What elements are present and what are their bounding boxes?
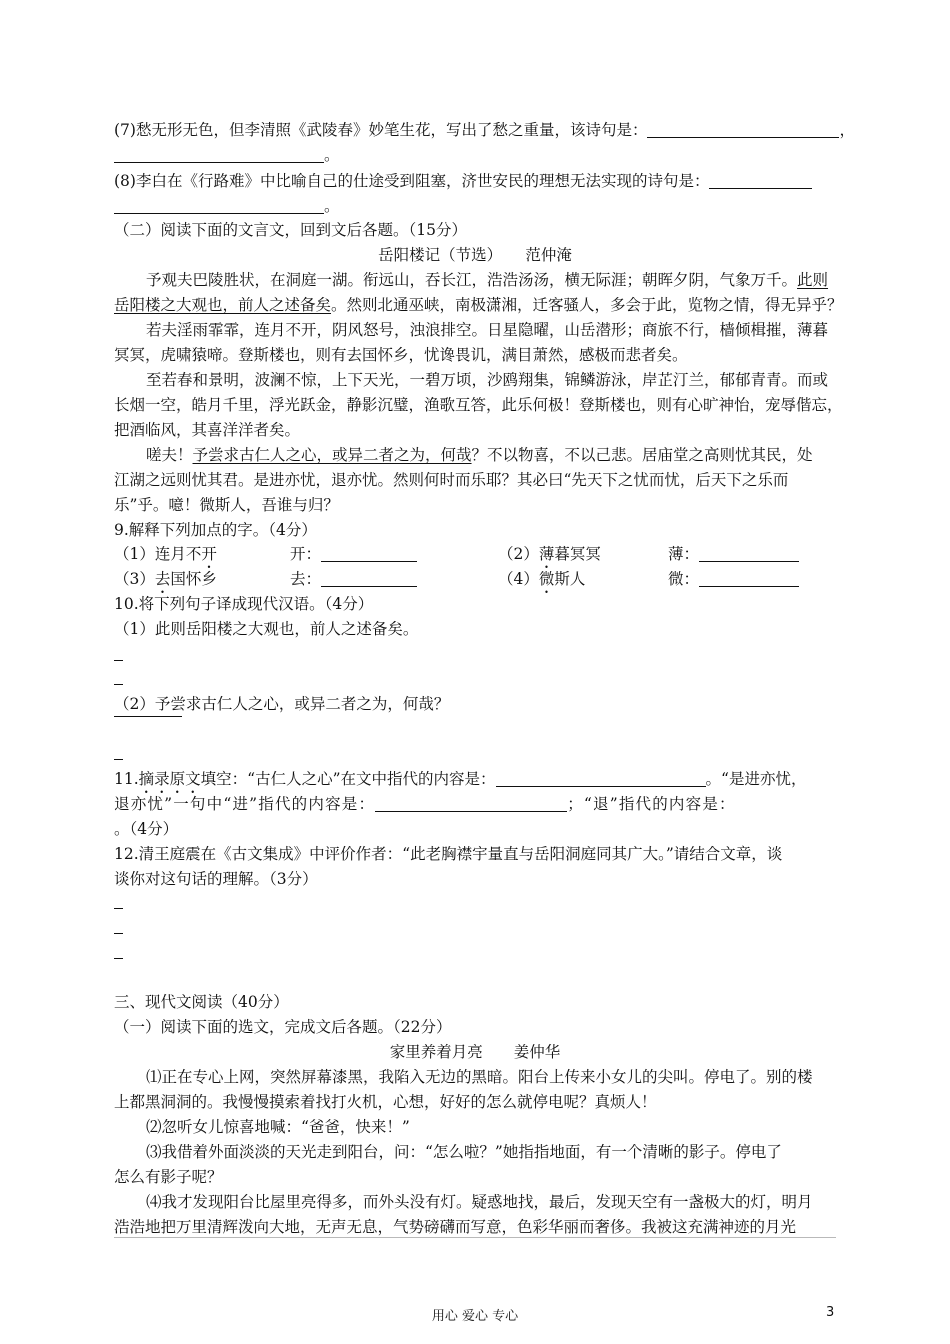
answer-blank[interactable]	[709, 171, 812, 189]
answer-blank[interactable]	[321, 544, 417, 562]
answer-blank[interactable]	[375, 794, 567, 812]
question-text: 。“是进亦忧，	[705, 770, 807, 788]
passage-line: 若夫淫雨霏霏，连月不开，阴风怒号，浊浪排空。日星隐曜，山岳潜形；商旅不行，樯倾楫摧，薄暮	[146, 321, 829, 339]
punctuation: ，	[839, 121, 855, 139]
question-number: 11.	[114, 770, 139, 788]
question-7	[114, 118, 855, 142]
question-7-text: (7)愁无形无色，但李清照《武陵春》妙笔生花，写出了愁之重量，该诗句是：	[114, 121, 648, 139]
answer-blank[interactable]	[699, 544, 799, 562]
dotted-char: 开	[201, 545, 217, 563]
passage-line: 长烟一空，皓月千里，浮光跃金，静影沉璧，渔歌互答，此乐何极！登斯楼也，则有心旷神怡，宠辱偕忘，	[114, 396, 843, 414]
underlined-sentence: 岳阳楼之大观也，前人之述备矣	[114, 296, 332, 314]
question-10-sentence-1: （1）此则岳阳楼之大观也，前人之述备矣。	[114, 620, 419, 638]
question-11-line-3: 。（4分）	[114, 820, 179, 838]
passage-text: 。然则北通巫峡，南极潇湘，迁客骚人，多会于此，览物之情，得无异乎？	[331, 296, 843, 314]
section-3-heading: 三、现代文阅读（40分）	[114, 993, 289, 1011]
question-8	[114, 169, 836, 193]
answer-blank[interactable]	[114, 196, 324, 214]
answer-line[interactable]	[114, 958, 123, 959]
answer-line[interactable]	[114, 716, 182, 717]
answer-blank[interactable]	[496, 769, 706, 787]
answer-label: 微：	[668, 570, 700, 588]
passage-text: 予观夫巴陵胜状，在洞庭一湖。衔远山，吞长江，浩浩汤汤，横无际涯；朝晖夕阴，气象万千。	[146, 271, 798, 289]
dotted-char: 微	[538, 570, 555, 588]
story-line: 浩浩地把万里清辉泼向大地，无声无息，气势磅礴而写意，色彩华丽而奢侈。我被这充满神迹的月光	[114, 1218, 797, 1236]
passage-line: 乐”乎。噫！微斯人，吾谁与归？	[114, 496, 339, 514]
answer-blank[interactable]	[114, 145, 324, 163]
dotted-char: 去	[154, 570, 171, 588]
punctuation: 。	[324, 197, 340, 215]
item-text: 国怀乡	[170, 570, 217, 588]
question-10-stem: 10.将下列句子译成现代汉语。（4分）	[114, 595, 374, 613]
answer-label: 去：	[290, 570, 322, 588]
question-9-stem: 9.解释下列加点的字。（4分）	[114, 521, 317, 539]
question-12-line-2: 谈你对这句话的理解。（3分）	[114, 870, 318, 888]
passage-line: 江湖之远则忧其君。是进亦忧，退亦忧。然则何时而乐耶？其必曰“先天下之忧而忧，后天下之乐而	[114, 471, 789, 489]
section-2-heading: （二）阅读下面的文言文，回到文后各题。（15分）	[114, 221, 467, 239]
passage-line	[146, 268, 836, 292]
answer-blank[interactable]	[699, 569, 799, 587]
story-title: 家里养着月亮 姜仲华	[389, 1043, 561, 1061]
passage-title: 岳阳楼记（节选） 范仲淹	[378, 246, 572, 264]
question-8-text: (8)李白在《行路难》中比喻自己的仕途受到阻塞，济世安民的理想无法实现的诗句是：	[114, 172, 710, 190]
passage-line: 至若春和景明，波澜不惊，上下天光，一碧万顷，沙鸥翔集，锦鳞游泳，岸芷汀兰，郁郁青青。而或	[146, 371, 829, 389]
question-text: 退亦忧”一句中“进”指代的内容是：	[114, 795, 376, 813]
answer-blank[interactable]	[647, 120, 839, 138]
page-number: 3	[826, 1305, 835, 1320]
question-text: ；“退”指代的内容是：	[567, 795, 736, 813]
item-number: （3）	[114, 570, 155, 588]
answer-line[interactable]	[114, 684, 123, 685]
passage-text: ？不以物喜，不以己悲。居庙堂之高则忧其民，处	[471, 446, 813, 464]
item-number: （4）	[498, 570, 539, 588]
text-underline	[114, 1237, 836, 1238]
story-line: 上都黑洞洞的。我慢慢摸索着找打火机，心想，好好的怎么就停电呢？真烦人！	[114, 1093, 657, 1111]
passage-line: 冥冥，虎啸猿啼。登斯楼也，则有去国怀乡，忧谗畏讥，满目萧然，感极而悲者矣。	[114, 346, 688, 364]
story-line: ⑷我才发现阳台比屋里亮得多，而外头没有灯。疑惑地找，最后，发现天空有一盏极大的灯，明月	[146, 1193, 813, 1211]
question-11-line-2	[114, 792, 836, 816]
answer-line[interactable]	[114, 933, 123, 934]
item-text: 斯人	[554, 570, 586, 588]
question-10-sentence-2: （2）予尝求古仁人之心，或异二者之为，何哉？	[114, 695, 450, 713]
q9-answer-4	[668, 567, 799, 591]
passage-line: 把酒临风，其喜洋洋者矣。	[114, 421, 301, 439]
story-line: ⑴正在专心上网，突然屏幕漆黑，我陷入无边的黑暗。阳台上传来小女儿的尖叫。停电了。别的楼	[146, 1068, 813, 1086]
underlined-sentence: 此则	[797, 271, 829, 289]
question-8-cont	[114, 194, 836, 218]
item-number: （1）	[114, 545, 155, 563]
answer-label: 薄：	[668, 545, 700, 563]
answer-line[interactable]	[114, 759, 123, 760]
dotted-char: 薄	[538, 545, 555, 563]
page-footer: 用心 爱心 专心	[431, 1309, 519, 1324]
passage-line	[114, 293, 843, 317]
dotted-text: 摘录原文	[138, 770, 201, 788]
question-text: 填空：“古仁人之心”在文中指代的内容是：	[200, 770, 496, 788]
question-7-cont	[114, 143, 836, 167]
q9-answer-2	[668, 542, 799, 566]
story-line: ⑶我借着外面淡淡的天光走到阳台，问：“怎么啦？”她指指地面，有一个清晰的影子。停电了	[146, 1143, 782, 1161]
underlined-sentence: 予尝求古仁人之心，或异二者之为，何哉	[192, 446, 472, 464]
passage-line	[146, 443, 836, 467]
item-text: 连月不	[154, 545, 202, 563]
story-line: 怎么有影子呢？	[114, 1168, 223, 1186]
q9-answer-3	[290, 567, 417, 591]
q9-answer-1	[290, 542, 417, 566]
answer-label: 开：	[290, 545, 322, 563]
punctuation: 。	[324, 146, 340, 164]
item-text: 暮冥冥	[554, 545, 601, 563]
item-number: （2）	[498, 545, 539, 563]
answer-blank[interactable]	[321, 569, 417, 587]
passage-text: 嗟夫！	[146, 446, 193, 464]
question-12-line-1: 12.清王庭震在《古文集成》中评价作者：“此老胸襟宇量直与岳阳洞庭同其广大。”请结合文章，谈	[114, 845, 783, 863]
story-line: ⑵忽听女儿惊喜地喊：“爸爸，快来！”	[146, 1118, 410, 1136]
answer-line[interactable]	[114, 660, 123, 661]
answer-line[interactable]	[114, 908, 123, 909]
section-3-sub-heading: （一）阅读下面的选文，完成文后各题。（22分）	[114, 1018, 452, 1036]
